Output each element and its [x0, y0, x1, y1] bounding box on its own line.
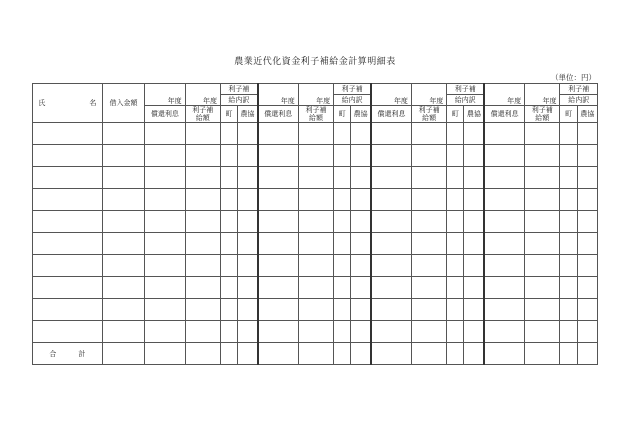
- table-cell: [298, 321, 333, 343]
- coop-header: 農協: [577, 106, 597, 123]
- table-cell: [484, 189, 524, 211]
- table-cell: [371, 299, 411, 321]
- repay-interest-header: 償還利息: [484, 106, 524, 123]
- total-label-char-1: 合: [49, 349, 57, 358]
- table-cell: [33, 233, 103, 255]
- table-cell: [525, 343, 560, 365]
- breakdown-header-line-2: 給内訳: [220, 95, 257, 106]
- breakdown-header: [447, 84, 484, 95]
- table-cell: [258, 123, 298, 145]
- table-cell: [447, 299, 464, 321]
- table-cell: [560, 233, 577, 255]
- table-cell: [351, 167, 371, 189]
- breakdown-header-line-2: 給内訳: [447, 95, 484, 106]
- table-cell: [145, 211, 185, 233]
- table-cell: [525, 277, 560, 299]
- table-cell: [371, 189, 411, 211]
- table-cell: [220, 299, 237, 321]
- table-cell: [258, 167, 298, 189]
- total-row: [33, 343, 598, 365]
- table-cell: [33, 189, 103, 211]
- table-cell: [185, 233, 220, 255]
- table-cell: [33, 123, 103, 145]
- table-cell: [560, 189, 577, 211]
- table-cell: [464, 167, 484, 189]
- table-cell: [484, 299, 524, 321]
- breakdown-header-line-2: 給内訳: [334, 95, 371, 106]
- table-cell: [411, 321, 446, 343]
- table-cell: [298, 277, 333, 299]
- table-cell: [447, 321, 464, 343]
- coop-header: 農協: [464, 106, 484, 123]
- table-cell: [464, 123, 484, 145]
- table-cell: [238, 123, 258, 145]
- table-cell: [145, 145, 185, 167]
- table-cell: [185, 299, 220, 321]
- table-cell: [185, 277, 220, 299]
- table-cell: [525, 321, 560, 343]
- table-cell: [447, 255, 464, 277]
- table-cell: [334, 277, 351, 299]
- year-label: 年度: [542, 96, 557, 105]
- table-cell: [298, 233, 333, 255]
- table-cell: [145, 255, 185, 277]
- table-cell: [145, 343, 185, 365]
- table-cell: [258, 321, 298, 343]
- table-cell: [145, 167, 185, 189]
- table-cell: [145, 189, 185, 211]
- table-cell: [411, 211, 446, 233]
- table-cell: [334, 321, 351, 343]
- table-cell: [464, 189, 484, 211]
- table-cell: [298, 123, 333, 145]
- table-cell: [525, 255, 560, 277]
- subsidy-line-1: 利子補: [418, 106, 440, 114]
- table-cell: [351, 123, 371, 145]
- table-cell: [560, 321, 577, 343]
- table-cell: [334, 167, 351, 189]
- table-cell: [220, 189, 237, 211]
- table-cell: [258, 299, 298, 321]
- table-cell: [464, 145, 484, 167]
- document-title: 農業近代化資金利子補給金計算明細表: [234, 57, 396, 67]
- table-cell: [577, 233, 597, 255]
- table-cell: [447, 343, 464, 365]
- table-cell: [102, 233, 144, 255]
- table-cell: [577, 343, 597, 365]
- subsidy-line-1: 利子補: [305, 106, 327, 114]
- table-cell: [464, 321, 484, 343]
- subsidy-year-header: [298, 84, 333, 106]
- table-cell: [525, 233, 560, 255]
- table-cell: [33, 145, 103, 167]
- table-cell: [298, 255, 333, 277]
- year-label: 年度: [316, 96, 331, 105]
- table-cell: [484, 167, 524, 189]
- table-cell: [238, 233, 258, 255]
- table-cell: [560, 299, 577, 321]
- table-cell: [334, 123, 351, 145]
- table-cell: [484, 145, 524, 167]
- table-row: [33, 277, 598, 299]
- table-cell: [102, 277, 144, 299]
- table-cell: [102, 145, 144, 167]
- table-cell: [33, 321, 103, 343]
- repay-interest-year-header: 年度: [484, 84, 524, 106]
- table-cell: [560, 211, 577, 233]
- table-cell: [464, 299, 484, 321]
- table-cell: [560, 255, 577, 277]
- table-cell: [238, 167, 258, 189]
- subsidy-line-2: 給額: [308, 114, 323, 123]
- breakdown-line-1: 利子補: [341, 84, 363, 93]
- table-cell: [351, 211, 371, 233]
- table-cell: [33, 277, 103, 299]
- breakdown-header-line-2: 給内訳: [560, 95, 598, 106]
- subsidy-year-header: [525, 84, 560, 106]
- table-cell: [371, 343, 411, 365]
- town-header: 町: [334, 106, 351, 123]
- table-cell: [577, 189, 597, 211]
- table-cell: [334, 233, 351, 255]
- table-cell: [351, 321, 371, 343]
- table-cell: [447, 189, 464, 211]
- table-cell: [371, 167, 411, 189]
- subsidy-amount-header: [525, 106, 560, 123]
- table-cell: [145, 321, 185, 343]
- subsidy-amount-header: [298, 106, 333, 123]
- table-cell: [145, 123, 185, 145]
- table-cell: [334, 145, 351, 167]
- table-row: [33, 189, 598, 211]
- table-cell: [560, 343, 577, 365]
- table-cell: [238, 145, 258, 167]
- table-cell: [464, 255, 484, 277]
- table-cell: [334, 299, 351, 321]
- table-cell: [185, 321, 220, 343]
- interest-subsidy-table: [32, 83, 598, 365]
- table-cell: [371, 211, 411, 233]
- table-cell: [525, 189, 560, 211]
- subsidy-amount-header: [185, 106, 220, 123]
- table-cell: [145, 299, 185, 321]
- table-cell: [371, 255, 411, 277]
- table-cell: [577, 255, 597, 277]
- table-cell: [447, 145, 464, 167]
- breakdown-line-1: 利子補: [228, 84, 250, 93]
- table-cell: [560, 167, 577, 189]
- table-cell: [298, 145, 333, 167]
- table-cell: [464, 211, 484, 233]
- table-cell: [484, 211, 524, 233]
- table-cell: [258, 211, 298, 233]
- table-cell: [411, 233, 446, 255]
- table-cell: [577, 123, 597, 145]
- table-cell: [351, 277, 371, 299]
- table-row: [33, 255, 598, 277]
- table-cell: [238, 211, 258, 233]
- table-cell: [351, 255, 371, 277]
- table-cell: [411, 123, 446, 145]
- unit-note: （単位：円）: [551, 73, 596, 82]
- table-cell: [298, 211, 333, 233]
- breakdown-header: [220, 84, 257, 95]
- table-cell: [258, 255, 298, 277]
- subsidy-year-header: [411, 84, 446, 106]
- table-cell: [525, 299, 560, 321]
- table-cell: [102, 123, 144, 145]
- subsidy-line-1: 利子補: [531, 106, 553, 114]
- table-cell: [351, 189, 371, 211]
- table-cell: [258, 145, 298, 167]
- table-cell: [238, 189, 258, 211]
- table-cell: [577, 211, 597, 233]
- table-cell: [220, 343, 237, 365]
- table-cell: [298, 343, 333, 365]
- table-cell: [525, 123, 560, 145]
- table-cell: [560, 277, 577, 299]
- table-cell: [185, 189, 220, 211]
- table-row: [33, 299, 598, 321]
- table-cell: [577, 167, 597, 189]
- table-row: [33, 321, 598, 343]
- table-cell: [258, 277, 298, 299]
- table-cell: [447, 211, 464, 233]
- table-cell: [484, 321, 524, 343]
- table-cell: [411, 167, 446, 189]
- header-row-1: [33, 84, 598, 95]
- table-cell: [102, 321, 144, 343]
- table-cell: [411, 189, 446, 211]
- table-cell: [102, 211, 144, 233]
- table-cell: [102, 167, 144, 189]
- subsidy-line-2: 給額: [535, 114, 550, 123]
- table-cell: [185, 343, 220, 365]
- table-cell: [371, 321, 411, 343]
- table-cell: [102, 343, 144, 365]
- subsidy-year-header: [185, 84, 220, 106]
- repay-interest-year-header: 年度: [258, 84, 298, 106]
- table-cell: [220, 211, 237, 233]
- table-cell: [258, 189, 298, 211]
- table-cell: [258, 233, 298, 255]
- table-cell: [298, 189, 333, 211]
- subsidy-line-2: 給額: [422, 114, 437, 123]
- table-cell: [577, 299, 597, 321]
- breakdown-header: [560, 84, 598, 95]
- table-cell: [447, 233, 464, 255]
- table-cell: [334, 255, 351, 277]
- table-cell: [411, 145, 446, 167]
- table-cell: [238, 343, 258, 365]
- table-cell: [258, 343, 298, 365]
- subsidy-line-2: 給額: [195, 114, 210, 123]
- table-cell: [371, 145, 411, 167]
- repay-interest-header: 償還利息: [371, 106, 411, 123]
- table-cell: [220, 255, 237, 277]
- table-row: [33, 167, 598, 189]
- table-cell: [185, 255, 220, 277]
- breakdown-line-1: 利子補: [568, 84, 590, 93]
- table-cell: [351, 343, 371, 365]
- table-row: [33, 123, 598, 145]
- town-header: 町: [220, 106, 237, 123]
- table-cell: [577, 277, 597, 299]
- table-row: [33, 145, 598, 167]
- name-header-char-1: 氏: [38, 99, 46, 108]
- breakdown-line-1: 利子補: [454, 84, 476, 93]
- total-label-char-2: 計: [78, 349, 86, 358]
- table-cell: [220, 145, 237, 167]
- table-cell: [238, 321, 258, 343]
- table-cell: [220, 233, 237, 255]
- table-cell: [371, 233, 411, 255]
- table-cell: [185, 123, 220, 145]
- coop-header: 農協: [238, 106, 258, 123]
- subsidy-line-1: 利子補: [192, 106, 214, 114]
- table-cell: [447, 167, 464, 189]
- table-cell: [464, 233, 484, 255]
- table-cell: [238, 277, 258, 299]
- table-cell: [238, 255, 258, 277]
- table-cell: [464, 343, 484, 365]
- table-cell: [185, 167, 220, 189]
- table-cell: [33, 255, 103, 277]
- table-cell: [411, 255, 446, 277]
- table-cell: [371, 277, 411, 299]
- table-cell: [33, 211, 103, 233]
- name-column-header: [33, 84, 103, 123]
- total-label: [33, 343, 103, 365]
- table-cell: [33, 299, 103, 321]
- repay-interest-header: 償還利息: [145, 106, 185, 123]
- loan-amount-header: 借入金額: [102, 84, 144, 123]
- table-cell: [560, 145, 577, 167]
- table-cell: [298, 167, 333, 189]
- table-cell: [185, 211, 220, 233]
- table-cell: [351, 299, 371, 321]
- table-cell: [220, 167, 237, 189]
- year-label: 年度: [202, 96, 217, 105]
- table-cell: [411, 277, 446, 299]
- repay-interest-year-header: 年度: [371, 84, 411, 106]
- table-cell: [220, 321, 237, 343]
- table-cell: [33, 167, 103, 189]
- table-cell: [145, 277, 185, 299]
- table-cell: [484, 255, 524, 277]
- table-cell: [102, 189, 144, 211]
- town-header: 町: [447, 106, 464, 123]
- table-cell: [102, 255, 144, 277]
- table-cell: [220, 277, 237, 299]
- table-cell: [351, 145, 371, 167]
- table-cell: [484, 123, 524, 145]
- breakdown-header: [334, 84, 371, 95]
- table-cell: [411, 343, 446, 365]
- table-cell: [371, 123, 411, 145]
- repay-interest-header: 償還利息: [258, 106, 298, 123]
- table-cell: [145, 233, 185, 255]
- table-row: [33, 211, 598, 233]
- table-cell: [447, 277, 464, 299]
- year-label: 年度: [429, 96, 444, 105]
- table-cell: [525, 211, 560, 233]
- coop-header: 農協: [351, 106, 371, 123]
- table-cell: [238, 299, 258, 321]
- table-cell: [102, 299, 144, 321]
- table-cell: [484, 343, 524, 365]
- table-cell: [525, 145, 560, 167]
- name-header-char-2: 名: [89, 99, 97, 108]
- subsidy-amount-header: [411, 106, 446, 123]
- table-cell: [334, 343, 351, 365]
- table-cell: [464, 277, 484, 299]
- table-cell: [577, 321, 597, 343]
- table-cell: [525, 167, 560, 189]
- table-cell: [334, 189, 351, 211]
- table-cell: [351, 233, 371, 255]
- table-cell: [220, 123, 237, 145]
- table-row: [33, 233, 598, 255]
- table-cell: [577, 145, 597, 167]
- table-cell: [447, 123, 464, 145]
- table-cell: [185, 145, 220, 167]
- table-cell: [484, 277, 524, 299]
- table-cell: [484, 233, 524, 255]
- table-cell: [298, 299, 333, 321]
- table-cell: [560, 123, 577, 145]
- repay-interest-year-header: 年度: [145, 84, 185, 106]
- table-cell: [334, 211, 351, 233]
- table-cell: [411, 299, 446, 321]
- town-header: 町: [560, 106, 577, 123]
